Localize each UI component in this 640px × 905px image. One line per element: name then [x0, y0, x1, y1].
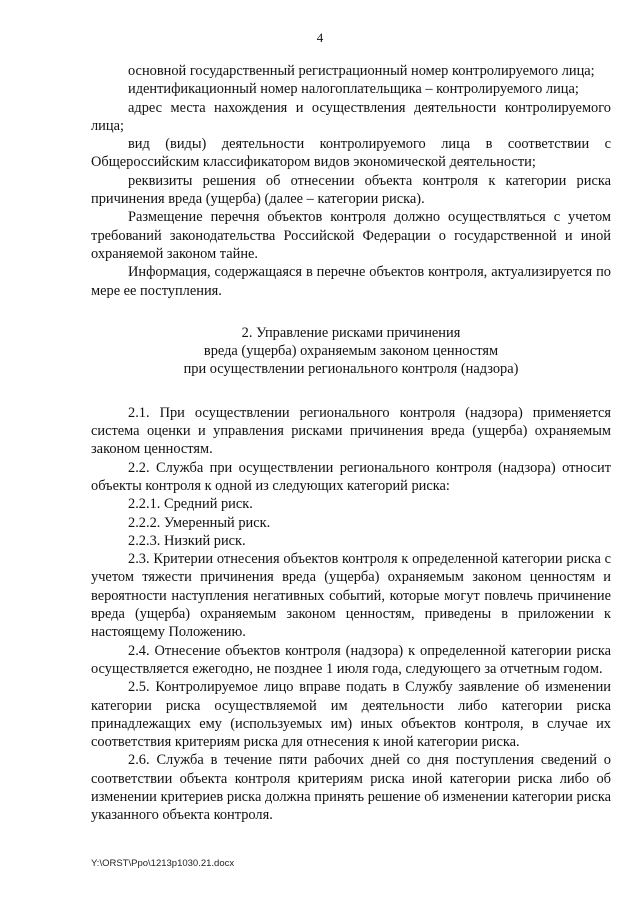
section-heading: [91, 324, 611, 379]
paragraph: 2.2. Служба при осуществлении регионального контроля (надзора) относит объекты контроля к одной из следующих категорий риска:: [91, 459, 611, 494]
page-number: 4: [316, 30, 324, 45]
paragraph: 2.5. Контролируемое лицо вправе подать в Службу заявление об изменении категории риска осуществляемой им деятельности либо категории риска принадлежащих ему (используемых им) иных объектов контроля, в случае их соответствия критериям риска для отнесения к иной категории риска.: [91, 679, 611, 751]
paragraph: реквизиты решения об отнесении объекта контроля к категории риска причинения вреда (ущерба) (далее – категории риска).: [91, 172, 611, 208]
paragraph: 2.1. При осуществлении регионального контроля (надзора) применяется система оценки и управления рисками причинения вреда (ущерба) охраняемым законом ценностям.: [91, 404, 611, 458]
section-heading-line: вреда (ущерба) охраняемым законом ценностям: [203, 343, 499, 360]
section-heading-line: 2. Управление рисками причинения: [241, 324, 461, 341]
paragraph: 2.2.3. Низкий риск.: [128, 532, 246, 549]
paragraph: 2.2.1. Средний риск.: [128, 496, 253, 513]
paragraph: Размещение перечня объектов контроля должно осуществляться с учетом требований законодательства Российской Федерации о государственной и иной охраняемой законом тайне.: [91, 209, 611, 262]
paragraph: 2.3. Критерии отнесения объектов контроля к определенной категории риска с учетом тяжести причинения вреда (ущерба) охраняемым законом ценностям и вероятности наступления негативных событий, которые могут повлечь причинение вреда (ущерба) охраняемым законом ценностям, приведены в приложении к настоящему Положению.: [91, 551, 611, 641]
document-body: [91, 62, 611, 825]
paragraph: идентификационный номер налогоплательщика – контролируемого лица;: [128, 81, 579, 98]
paragraph: Информация, содержащаяся в перечне объектов контроля, актуализируется по мере ее поступления.: [91, 264, 611, 299]
file-path-footer: Y:\ORST\Ppo\1213p1030.21.docx: [91, 858, 235, 869]
paragraph: 2.6. Служба в течение пяти рабочих дней со дня поступления сведений о соответствии объекта контроля критериям риска иной категории риска либо об изменении критериев риска должна принять решение об изменении категории риска указанного объекта контроля.: [91, 752, 611, 824]
paragraph: адрес места нахождения и осуществления деятельности контролируемого лица;: [91, 99, 611, 134]
paragraph: вид (виды) деятельности контролируемого лица в соответствии с Общероссийским классификатором видов экономической деятельности;: [91, 136, 611, 171]
paragraph: основной государственный регистрационный номер контролируемого лица;: [128, 63, 595, 79]
paragraph: 2.2.2. Умеренный риск.: [128, 514, 271, 531]
paragraph: 2.4. Отнесение объектов контроля (надзора) к определенной категории риска осуществляется ежегодно, не позднее 1 июля года, следующего за отчетным годом.: [91, 642, 611, 677]
section-heading-line: при осуществлении регионального контроля (надзора): [183, 361, 519, 378]
